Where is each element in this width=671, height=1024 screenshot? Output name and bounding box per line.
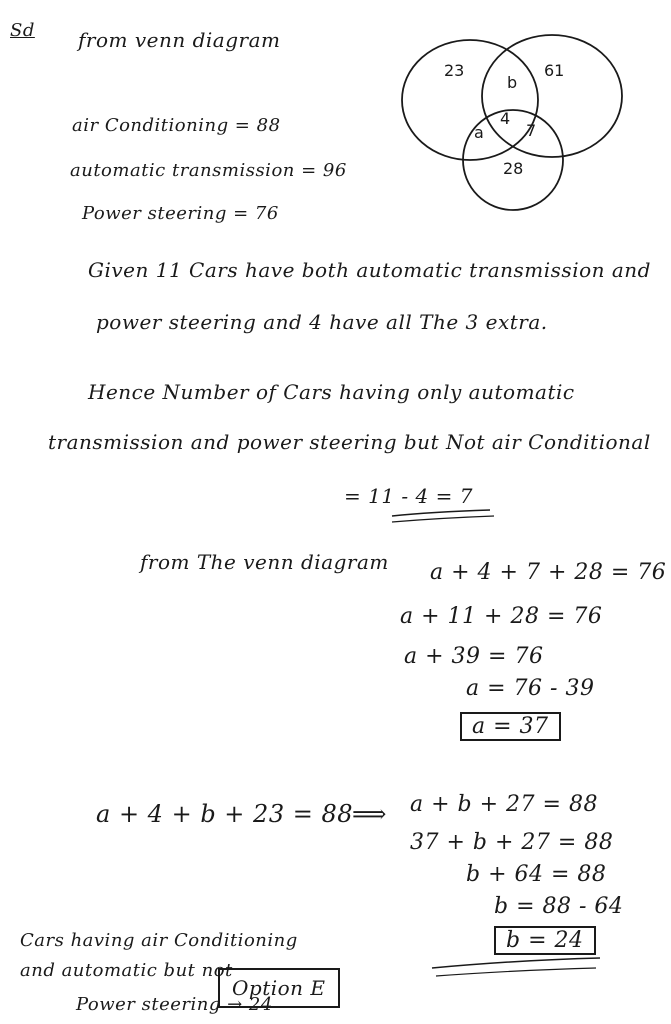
equation-a-2: a + 11 + 28 = 76 (400, 604, 603, 629)
venn-region-left: 23 (444, 61, 465, 80)
equation-b-4: b = 88 - 64 (494, 894, 624, 919)
equation-a-1: a + 4 + 7 + 28 = 76 (430, 560, 667, 585)
final-underline-2 (436, 968, 596, 976)
venn-circle-right (482, 35, 622, 157)
equation-a-3: a + 39 = 76 (404, 644, 544, 669)
result-underline (392, 510, 490, 516)
venn-region-bottom: 28 (503, 159, 524, 178)
equation-b-3: b + 64 = 88 (466, 862, 607, 887)
fact-air-conditioning: air Conditioning = 88 (72, 115, 281, 136)
venn-region-b: b (507, 73, 518, 92)
conclusion-line-3: Power steering → 24 (76, 994, 273, 1015)
venn-region-a: a (474, 123, 484, 142)
venn-region-right: 61 (544, 61, 565, 80)
venn-region-seven: 7 (526, 121, 537, 140)
paragraph-line-1: Given 11 Cars have both automatic transmission and (88, 258, 651, 282)
paragraph-line-4: transmission and power steering but Not air Conditional (48, 430, 651, 454)
option-box: Option E (218, 968, 340, 1008)
result-a-box: a = 37 (460, 712, 561, 741)
equation-a-4: a = 76 - 39 (466, 676, 595, 701)
paragraph-line-3: Hence Number of Cars having only automatic (88, 380, 575, 404)
result-underline-2 (392, 516, 494, 522)
conclusion-line-1: Cars having air Conditioning (20, 930, 298, 951)
fact-power-steering: Power steering = 76 (82, 203, 279, 224)
venn-region-center: 4 (500, 109, 511, 128)
paragraph-line-5: = 11 - 4 = 7 (344, 484, 473, 508)
intro-line: from venn diagram (78, 28, 281, 52)
venn-lead-line: from The venn diagram (140, 550, 389, 574)
fact-automatic-transmission: automatic transmission = 96 (70, 160, 347, 181)
solution-label: Sd (10, 20, 35, 41)
equation-b-left: a + 4 + b + 23 = 88 (96, 800, 353, 828)
conclusion-line-2: and automatic but not (20, 960, 233, 981)
result-b-box: b = 24 (494, 926, 596, 955)
implies-arrow: ⟹ (352, 800, 387, 828)
equation-b-right: a + b + 27 = 88 (410, 792, 598, 817)
final-underline (432, 958, 600, 968)
equation-b-2: 37 + b + 27 = 88 (410, 830, 614, 855)
paragraph-line-2: power steering and 4 have all The 3 extra. (96, 310, 548, 334)
venn-circle-left (402, 40, 538, 160)
